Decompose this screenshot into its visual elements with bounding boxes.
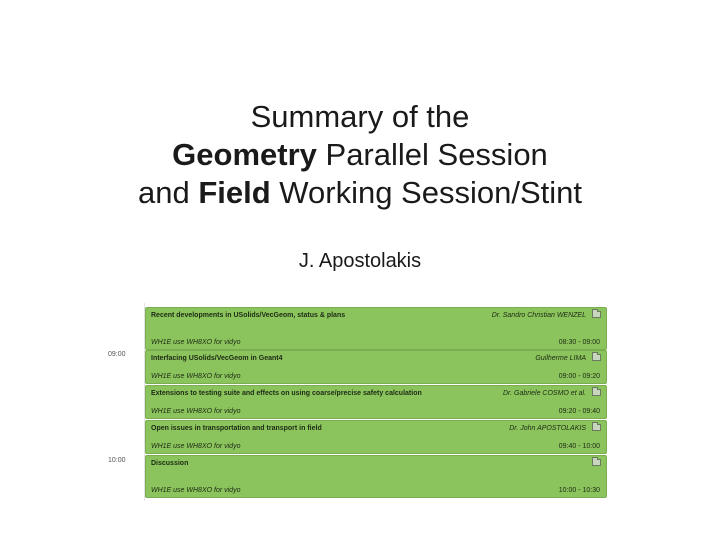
time-label-0900: 09:00 <box>108 351 126 358</box>
item-title[interactable]: Extensions to testing suite and effects on using coarse/precise safety calculation <box>151 390 422 397</box>
item-speaker: Dr. Sandro Christian WENZEL <box>491 312 586 319</box>
item-speaker: Dr. John APOSTOLAKIS <box>509 425 586 432</box>
time-label-1000: 10:00 <box>108 457 126 464</box>
title-line-3-rest: Working Session/Stint <box>270 175 582 210</box>
slide-title <box>0 98 720 212</box>
author-name: J. Apostolakis <box>298 250 422 272</box>
item-time: 09:20 - 09:40 <box>558 408 600 415</box>
folder-icon[interactable] <box>592 424 601 431</box>
agenda-item[interactable] <box>145 385 607 419</box>
title-line-2 <box>0 136 720 174</box>
item-room: WH1E use WH8XO for vidyo <box>151 443 241 450</box>
item-time: 08:30 - 09:00 <box>558 339 600 346</box>
item-room: WH1E use WH8XO for vidyo <box>151 487 241 494</box>
agenda-timetable <box>104 303 616 501</box>
agenda-item[interactable] <box>145 455 607 498</box>
folder-icon[interactable] <box>592 311 601 318</box>
title-line-3-pre: and <box>138 175 199 210</box>
item-title[interactable]: Recent developments in USolids/VecGeom, status & plans <box>151 312 346 319</box>
item-speaker: Guilherme LIMA <box>535 355 586 362</box>
item-room: WH1E use WH8XO for vidyo <box>151 408 241 415</box>
title-geometry: Geometry <box>172 137 317 172</box>
agenda-item[interactable] <box>145 307 607 350</box>
item-title[interactable]: Open issues in transportation and transport in field <box>151 425 322 432</box>
title-line-3 <box>0 174 720 212</box>
folder-icon[interactable] <box>592 354 601 361</box>
folder-icon[interactable] <box>592 389 601 396</box>
item-title[interactable]: Discussion <box>151 460 189 467</box>
item-time: 09:40 - 10:00 <box>558 443 600 450</box>
agenda-item[interactable] <box>145 420 607 454</box>
item-room: WH1E use WH8XO for vidyo <box>151 339 241 346</box>
item-time: 10:00 - 10:30 <box>558 487 600 494</box>
agenda-item[interactable] <box>145 350 607 384</box>
title-field: Field <box>198 175 271 210</box>
item-time: 09:00 - 09:20 <box>558 373 600 380</box>
time-gutter <box>104 303 145 501</box>
item-speaker: Dr. Gabriele COSMO et al. <box>503 390 586 397</box>
folder-icon[interactable] <box>592 459 601 466</box>
title-line-2-rest: Parallel Session <box>316 137 548 172</box>
item-room: WH1E use WH8XO for vidyo <box>151 373 241 380</box>
title-line-1: Summary of the <box>250 99 470 134</box>
item-title[interactable]: Interfacing USolids/VecGeom in Geant4 <box>151 355 283 362</box>
